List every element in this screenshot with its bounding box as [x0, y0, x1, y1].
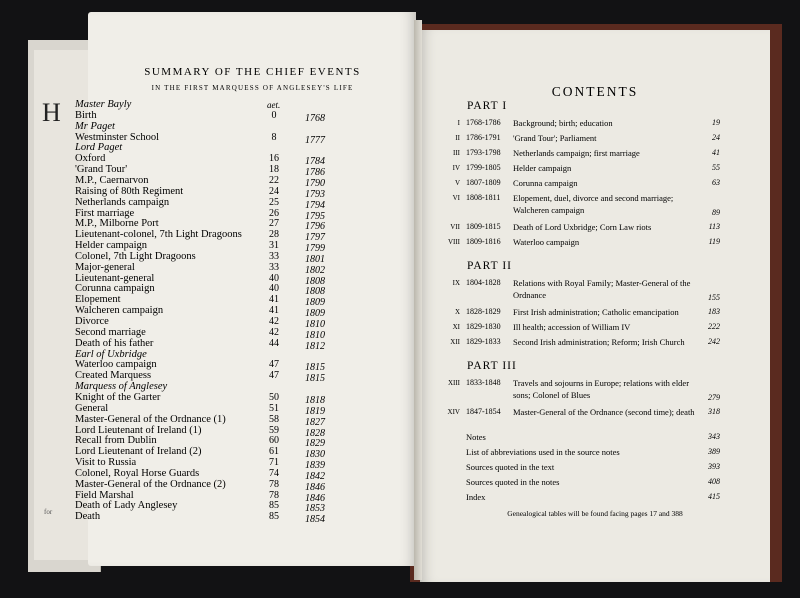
event-label: Death	[75, 511, 101, 523]
chapter-page-number: 183	[708, 307, 720, 316]
back-page-foot-text: for	[44, 508, 53, 516]
event-age: 27	[269, 218, 279, 230]
part-heading: PART I	[467, 100, 508, 112]
chapter-page-number: 41	[712, 148, 720, 157]
back-matter-page: 408	[708, 477, 720, 486]
event-year: 1795	[305, 210, 325, 222]
chapter-dates: 1807-1809	[466, 178, 501, 187]
chapter-title: Background; birth; education	[513, 118, 613, 128]
back-matter-label: Sources quoted in the notes	[466, 477, 560, 487]
chapter-number: VII	[450, 223, 460, 231]
event-year: 1827	[305, 416, 325, 428]
event-age: 78	[269, 478, 279, 490]
summary-title: SUMMARY OF THE CHIEF EVENTS	[144, 66, 361, 78]
event-age: 60	[269, 435, 279, 447]
event-year: 1796	[305, 221, 325, 233]
chapter-title: Death of Lord Uxbridge; Corn Law riots	[513, 222, 652, 232]
event-year: 1794	[305, 199, 325, 211]
chapter-title: Ordnance	[513, 290, 547, 300]
event-year: 1808	[305, 286, 325, 298]
event-label: Corunna campaign	[75, 283, 155, 295]
event-label: Lord Lieutenant of Ireland (1)	[75, 424, 202, 436]
event-label: Oxford	[75, 153, 106, 165]
event-age: 58	[269, 413, 279, 425]
chapter-number: XI	[452, 323, 460, 331]
chapter-dates: 1833-1848	[466, 378, 501, 387]
event-year: 1809	[305, 297, 325, 309]
event-age: 71	[269, 457, 279, 469]
section-heading: Earl of Uxbridge	[75, 348, 147, 360]
event-label: Helder campaign	[75, 240, 148, 252]
event-age: 22	[269, 174, 279, 186]
event-label: Colonel, Royal Horse Guards	[75, 467, 200, 479]
chapter-page-number: 89	[712, 208, 720, 217]
event-year: 1812	[305, 340, 325, 352]
event-age: 44	[269, 337, 279, 349]
event-label: Lieutenant-general	[75, 272, 155, 284]
event-age: 51	[269, 402, 279, 414]
event-age: 74	[269, 467, 279, 479]
chapter-page-number: 55	[712, 163, 720, 172]
event-age: 31	[269, 240, 279, 252]
back-matter-label: Sources quoted in the text	[466, 462, 555, 472]
event-age: 47	[269, 359, 279, 371]
event-year: 1784	[305, 156, 325, 168]
chapter-dates: 1799-1805	[466, 163, 501, 172]
event-year: 1777	[305, 134, 325, 146]
event-label: Master-General of the Ordnance (2)	[75, 478, 226, 490]
chapter-page-number: 279	[708, 393, 720, 402]
event-age: 28	[269, 229, 279, 241]
chapter-dates: 1768-1786	[466, 118, 501, 127]
chapter-dates: 1809-1816	[466, 237, 501, 246]
event-year: 1828	[305, 427, 325, 439]
event-year: 1801	[305, 253, 325, 265]
event-label: Waterloo campaign	[75, 359, 157, 371]
event-year: 1854	[305, 514, 325, 526]
event-label: Divorce	[75, 316, 109, 327]
chapter-number: IV	[452, 164, 460, 172]
event-year: 1797	[305, 232, 325, 244]
chapter-title: Ill health; accession of William IV	[513, 322, 631, 332]
event-label: Second marriage	[75, 326, 146, 338]
event-year: 1839	[305, 460, 325, 472]
event-year: 1790	[305, 177, 325, 189]
event-year: 1818	[305, 394, 325, 406]
event-age: 41	[269, 305, 279, 317]
chapter-page-number: 63	[712, 178, 720, 187]
chapter-number: III	[453, 149, 460, 157]
event-age: 24	[269, 185, 279, 197]
chapter-number: VIII	[447, 238, 460, 246]
chapter-title: Corunna campaign	[513, 178, 578, 188]
event-label: M.P., Milborne Port	[75, 218, 159, 230]
chapter-title: Netherlands campaign; first marriage	[513, 148, 640, 158]
chapter-number: I	[457, 119, 460, 127]
event-age: 42	[269, 316, 279, 327]
event-year: 1810	[305, 319, 325, 330]
back-matter-label: Notes	[466, 432, 486, 442]
book-gutter	[414, 20, 422, 580]
event-age: 0	[271, 109, 277, 121]
contents-footnote: Genealogical tables will be found facing pages 17 and 388	[507, 509, 683, 518]
event-year: 1768	[305, 112, 325, 124]
event-label: Master-General of the Ordnance (1)	[75, 413, 226, 425]
section-heading: Lord Paget	[75, 142, 123, 154]
event-label: Colonel, 7th Light Dragoons	[75, 250, 196, 262]
event-label: Birth	[75, 109, 97, 121]
summary-subtitle: IN THE FIRST MARQUESS OF ANGLESEY'S LIFE	[151, 84, 354, 92]
chapter-title: Travels and sojourns in Europe; relations with elder	[513, 378, 690, 388]
event-year: 1808	[305, 275, 325, 287]
event-label: M.P., Caernarvon	[75, 174, 149, 186]
drop-cap-letter: H	[42, 98, 61, 127]
event-year: 1846	[305, 492, 325, 504]
event-label: Death of Lady Anglesey	[75, 500, 178, 512]
chapter-dates: 1793-1798	[466, 148, 501, 157]
chapter-number: IX	[452, 279, 460, 287]
event-age: 42	[269, 326, 279, 338]
chapter-title: Walcheren campaign	[513, 205, 585, 215]
chapter-page-number: 318	[708, 407, 720, 416]
chapter-dates: 1829-1833	[466, 337, 501, 346]
chapter-page-number: 119	[708, 237, 720, 246]
chapter-title: First Irish administration; Catholic emancipation	[513, 307, 679, 317]
chapter-dates: 1809-1815	[466, 222, 501, 231]
event-age: 33	[269, 261, 279, 273]
chapter-dates: 1804-1828	[466, 278, 501, 287]
chapter-dates: 1828-1829	[466, 307, 501, 316]
chapter-title: Helder campaign	[513, 163, 572, 173]
event-age: 40	[269, 272, 279, 284]
event-year: 1830	[305, 449, 325, 461]
event-age: 85	[269, 511, 279, 523]
event-label: Death of his father	[75, 337, 154, 349]
event-year: 1842	[305, 470, 325, 482]
chapter-title: Second Irish administration; Reform; Irish Church	[513, 337, 685, 347]
event-age: 78	[269, 489, 279, 501]
section-heading: Marquess of Anglesey	[75, 381, 168, 393]
event-age: 16	[269, 153, 279, 165]
back-matter-page: 343	[708, 432, 720, 441]
event-label: Netherlands campaign	[75, 196, 170, 208]
event-label: Walcheren campaign	[75, 305, 164, 317]
back-matter-label: List of abbreviations used in the source notes	[466, 447, 620, 457]
chapter-page-number: 24	[712, 133, 720, 142]
section-heading: Master Bayly	[75, 99, 132, 110]
back-matter-page: 389	[708, 447, 720, 456]
chapter-dates: 1847-1854	[466, 407, 501, 416]
back-matter-label: Index	[466, 492, 486, 502]
event-label: Field Marshal	[75, 489, 134, 501]
event-year: 1819	[305, 405, 325, 417]
event-year: 1786	[305, 167, 325, 179]
event-year: 1793	[305, 188, 325, 200]
event-age: 59	[269, 424, 279, 436]
event-age: 18	[269, 164, 279, 176]
event-label: Recall from Dublin	[75, 435, 157, 447]
event-age: 8	[271, 131, 277, 143]
event-label: Knight of the Garter	[75, 391, 161, 403]
chapter-number: XIII	[447, 379, 460, 387]
age-column-header: aet.	[267, 100, 281, 110]
chapter-title: sons; Colonel of Blues	[513, 390, 591, 400]
event-age: 85	[269, 500, 279, 512]
event-label: Visit to Russia	[75, 457, 137, 469]
event-year: 1853	[305, 503, 325, 515]
chapter-number: V	[454, 179, 460, 187]
chapter-title: Relations with Royal Family; Master-General of the	[513, 278, 691, 288]
event-year: 1815	[305, 362, 325, 374]
event-year: 1829	[305, 438, 325, 450]
chapter-number: XIV	[447, 408, 460, 416]
part-heading: PART II	[467, 260, 512, 272]
chapter-title: Master-General of the Ordnance (second time); death	[513, 407, 695, 417]
section-heading: Mr Paget	[75, 120, 115, 132]
event-label: General	[75, 402, 109, 414]
chapter-dates: 1808-1811	[466, 193, 501, 202]
back-matter-page: 415	[708, 492, 720, 501]
event-label: Elopement	[75, 294, 121, 306]
chapter-page-number: 242	[708, 337, 720, 346]
event-age: 50	[269, 391, 279, 403]
contents-title: CONTENTS	[551, 84, 639, 99]
event-label: Major-general	[75, 261, 135, 273]
event-year: 1846	[305, 481, 325, 493]
event-age: 41	[269, 294, 279, 306]
chapter-number: X	[454, 308, 460, 316]
event-year: 1815	[305, 373, 325, 385]
chapter-number: XII	[450, 338, 460, 346]
event-year: 1810	[305, 329, 325, 341]
chapter-page-number: 155	[708, 293, 720, 302]
event-label: Lord Lieutenant of Ireland (2)	[75, 446, 202, 458]
chapter-number: VI	[452, 194, 460, 202]
back-matter-page: 393	[708, 462, 720, 471]
event-age: 33	[269, 250, 279, 262]
event-age: 40	[269, 283, 279, 295]
chapter-dates: 1829-1830	[466, 322, 501, 331]
part-heading: PART III	[467, 360, 517, 372]
event-age: 47	[269, 370, 279, 382]
event-year: 1799	[305, 243, 325, 255]
chapter-title: Elopement, duel, divorce and second marriage;	[513, 193, 674, 203]
event-label: Raising of 80th Regiment	[75, 185, 184, 197]
event-label: Created Marquess	[75, 370, 152, 382]
event-label: 'Grand Tour'	[75, 164, 128, 176]
chapter-page-number: 19	[712, 118, 720, 127]
event-year: 1802	[305, 264, 325, 276]
chapter-title: 'Grand Tour'; Parliament	[513, 133, 597, 143]
chapter-page-number: 222	[708, 322, 720, 331]
event-age: 25	[269, 196, 279, 208]
event-label: Westminster School	[75, 131, 160, 143]
event-age: 61	[269, 446, 279, 458]
chapter-dates: 1786-1791	[466, 133, 501, 142]
chapter-page-number: 113	[708, 222, 720, 231]
event-age: 26	[269, 207, 279, 219]
event-label: Lieutenant-colonel, 7th Light Dragoons	[75, 229, 242, 241]
chapter-number: II	[455, 134, 460, 142]
event-label: First marriage	[75, 207, 135, 219]
event-year: 1809	[305, 308, 325, 320]
chapter-title: Waterloo campaign	[513, 237, 580, 247]
